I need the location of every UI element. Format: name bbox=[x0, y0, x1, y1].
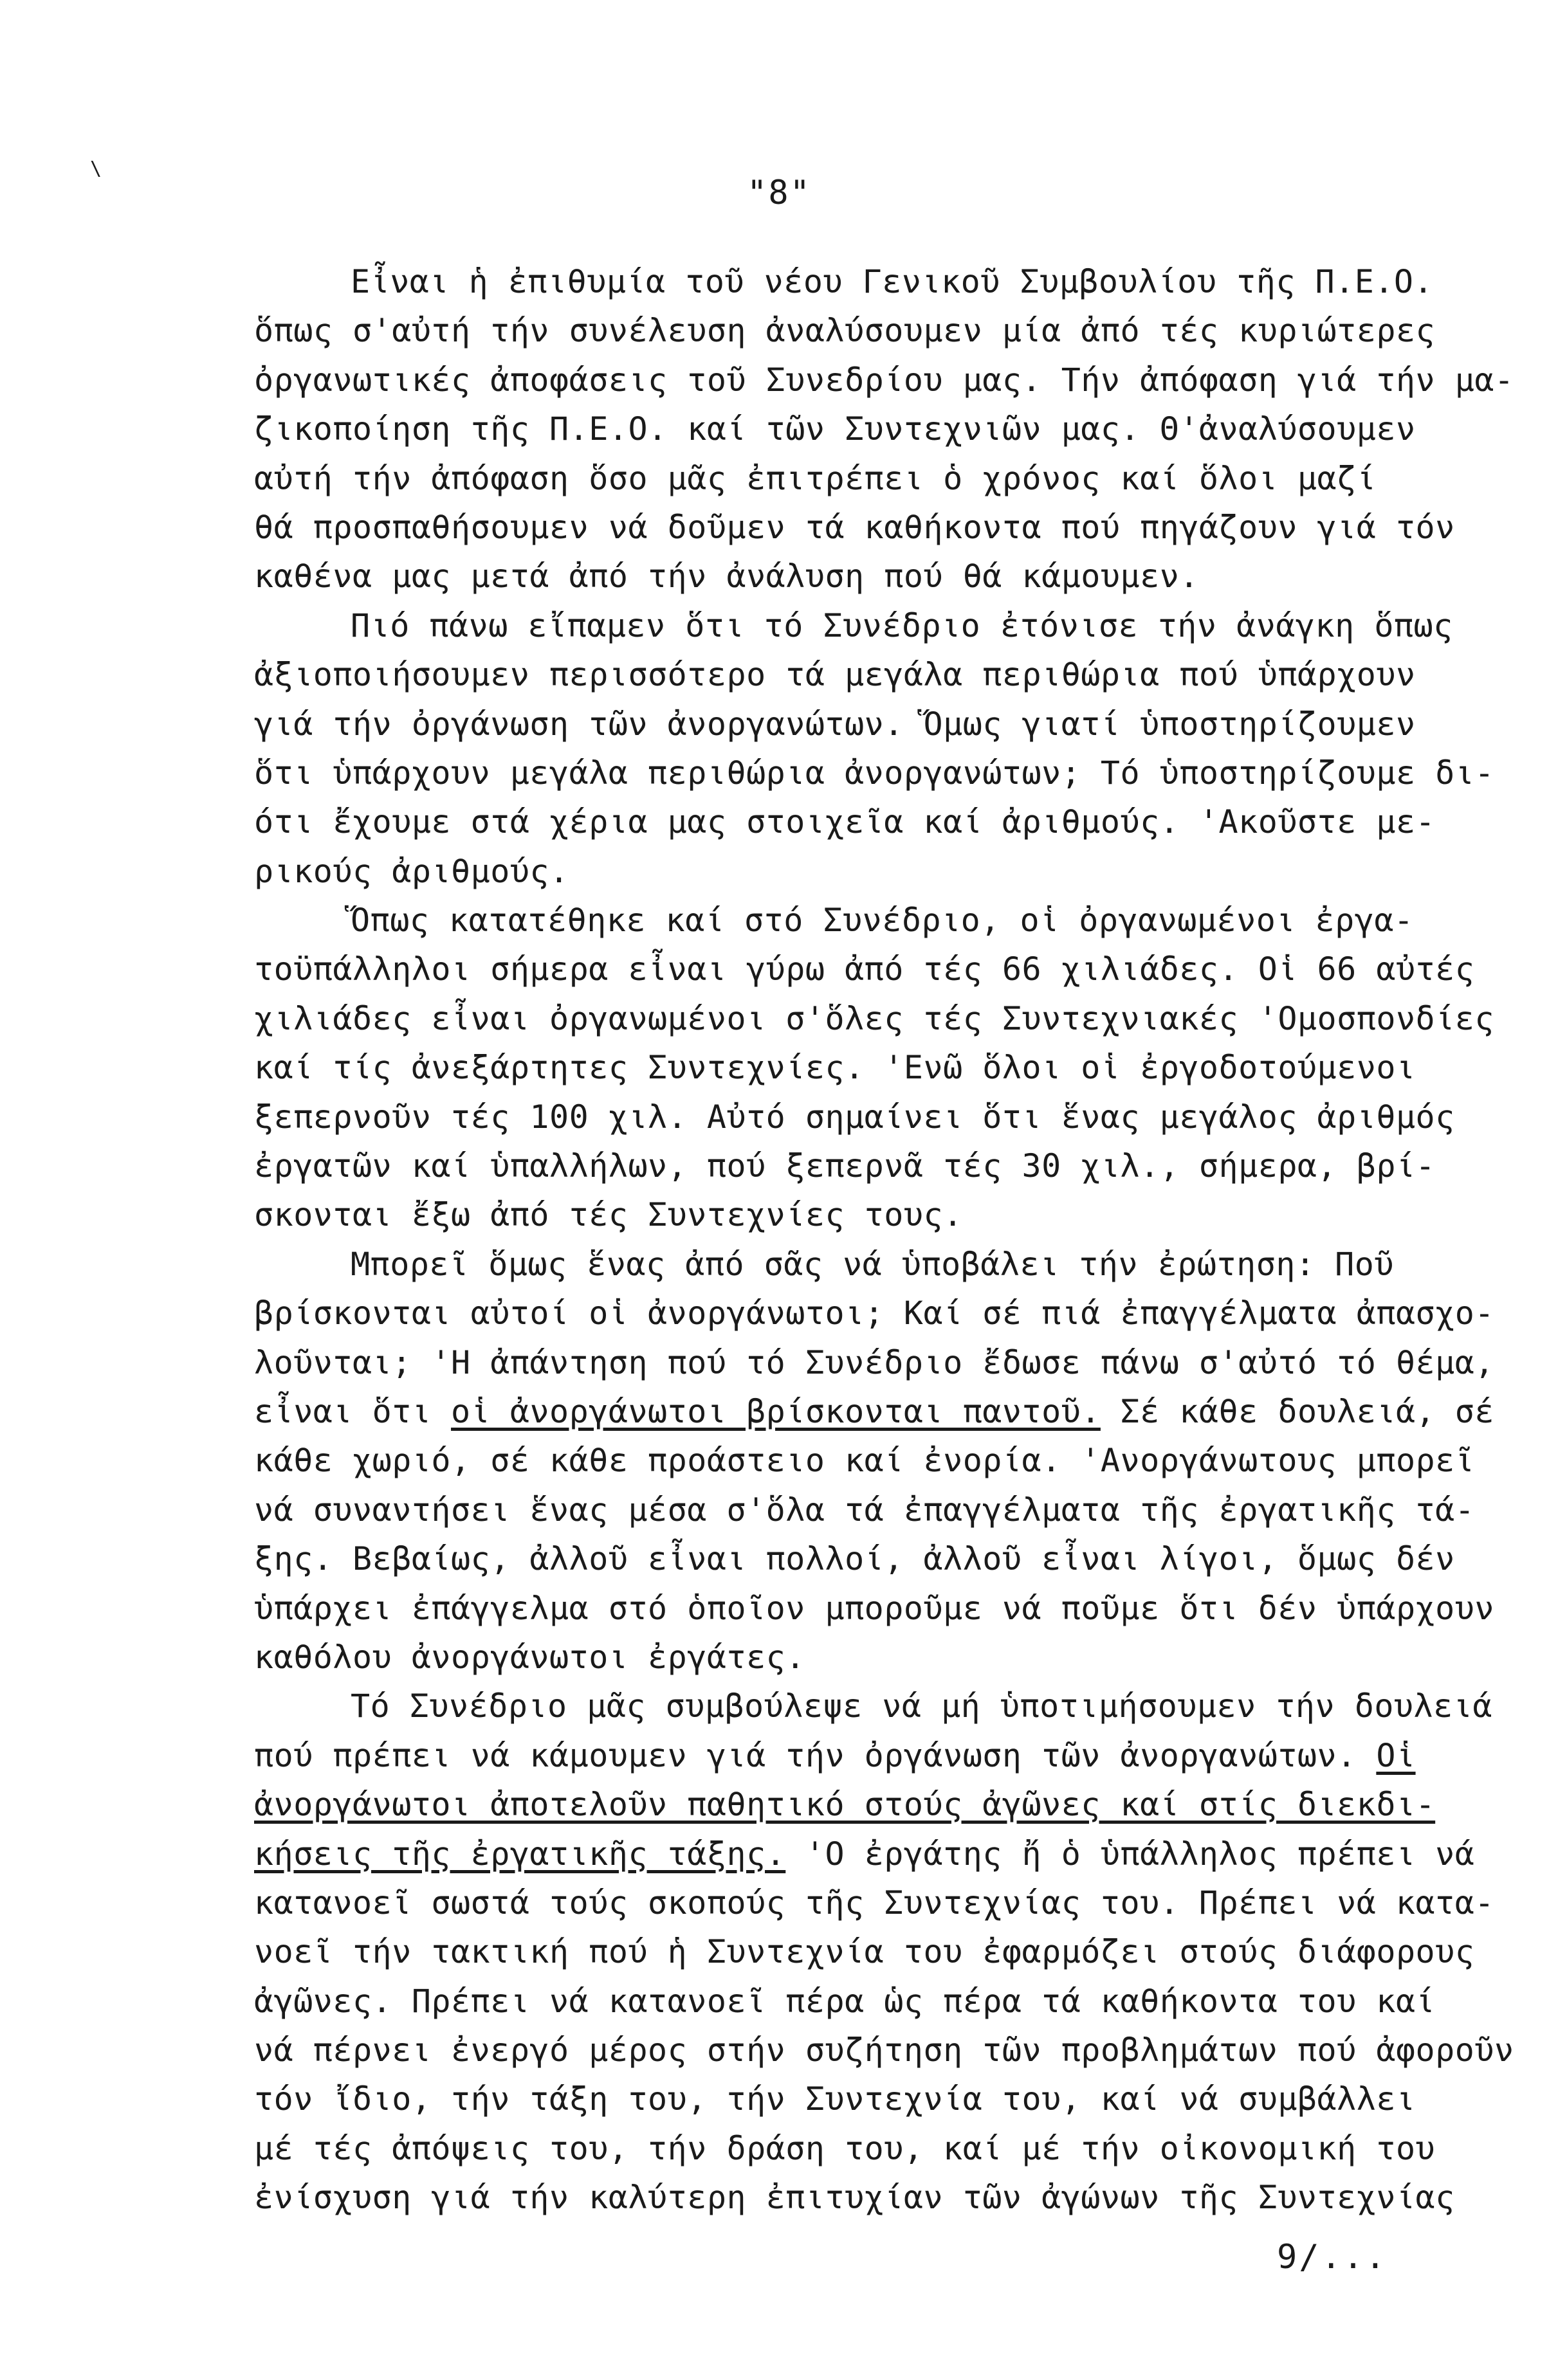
underlined-text: οἱ ἀνοργάνωτοι βρίσκονται παντοῦ. bbox=[451, 1392, 1101, 1430]
text-line: Εἶναι ἡ ἐπιθυμία τοῦ νέου Γενικοῦ Συμβουλίου τῆς Π.Ε.Ο. bbox=[351, 263, 1434, 300]
text-line: αὐτή τήν ἀπόφαση ὅσο μᾶς ἐπιτρέπει ὁ χρόνος καί ὅλοι μαζί bbox=[254, 459, 1377, 497]
text-line: κάθε χωριό, σέ κάθε προάστειο καί ἐνορία. 'Ανοργάνωτους μπορεῖ bbox=[254, 1442, 1475, 1480]
text-line: καθόλου ἀνοργάνωτοι ἐργάτες. bbox=[254, 1638, 805, 1676]
text-line bbox=[254, 1830, 1515, 1878]
text-line bbox=[254, 1780, 1515, 1829]
text-line: βρίσκονται αὐτοί οἱ ἀνοργάνωτοι; Καί σέ πιά ἐπαγγέλματα ἀπασχο- bbox=[254, 1294, 1494, 1332]
text-line: Τό Συνέδριο μᾶς συμβούλεψε νά μή ὑποτιμήσουμεν τήν δουλειά bbox=[351, 1687, 1492, 1725]
text-line: καθένα μας μετά ἀπό τήν ἀνάλυση πού θά κάμουμεν. bbox=[254, 558, 1199, 595]
text-line: ρικούς ἀριθμούς. bbox=[254, 852, 569, 890]
text-line: ότι ἔχουμε στά χέρια μας στοιχεῖα καί ἀριθμούς. 'Ακοῦστε με- bbox=[254, 803, 1436, 841]
text-line: ξης. Βεβαίως, ἀλλοῦ εἶναι πολλοί, ἀλλοῦ εἶναι λίγοι, ὅμως δέν bbox=[254, 1540, 1455, 1578]
text-line: τοϋπάλληλοι σήμερα εἶναι γύρω ἀπό τές 66 χιλιάδες. Οἱ 66 αὐτές bbox=[254, 950, 1475, 988]
text-line: τόν ἴδιο, τήν τάξη του, τήν Συντεχνία του, καί νά συμβάλλει bbox=[254, 2080, 1416, 2118]
text-line: θά προσπαθήσουμεν νά δοῦμεν τά καθήκοντα πού πηγάζουν γιά τόν bbox=[254, 508, 1455, 546]
stray-mark: \ bbox=[90, 158, 102, 180]
text-line: ἀγῶνες. Πρέπει νά κατανοεῖ πέρα ὡς πέρα τά καθήκοντα του καί bbox=[254, 1982, 1436, 2020]
text-line: νά πέρνει ἐνεργό μέρος στήν συζήτηση τῶν προβλημάτων πού ἀφοροῦν bbox=[254, 2031, 1514, 2069]
text-line: ἀξιοποιήσουμεν περισσότερο τά μεγάλα περιθώρια πού ὑπάρχουν bbox=[254, 656, 1416, 694]
underlined-text: ἀνοργάνωτοι ἀποτελοῦν παθητικό στούς ἀγῶνες καί στίς διεκδι- bbox=[254, 1786, 1436, 1824]
text-line: Μπορεῖ ὅμως ἕνας ἀπό σᾶς νά ὑποβάλει τήν ἐρώτηση: Ποῦ bbox=[351, 1245, 1394, 1283]
text-line: σκονται ἔξω ἀπό τές Συντεχνίες τους. bbox=[254, 1196, 963, 1234]
line-segment: 'Ο ἐργάτης ἤ ὁ ὑπάλληλος πρέπει νά bbox=[785, 1835, 1475, 1873]
line-segment: πού πρέπει νά κάμουμεν γιά τήν ὀργάνωση τῶν ἀνοργανώτων. bbox=[254, 1736, 1377, 1774]
page-number: "8" bbox=[747, 174, 811, 212]
text-line: γιά τήν ὀργάνωση τῶν ἀνοργανώτων. Ὅμως γιατί ὑποστηρίζουμεν bbox=[254, 705, 1416, 743]
continuation-marker: 9/... bbox=[1277, 2238, 1388, 2276]
text-line: Ὅπως κατατέθηκε καί στό Συνέδριο, οἱ ὀργανωμένοι ἐργα- bbox=[351, 902, 1414, 940]
text-line bbox=[254, 1731, 1515, 1780]
text-line: ἐνίσχυση γιά τήν καλύτερη ἐπιτυχίαν τῶν ἀγώνων τῆς Συντεχνίας bbox=[254, 2179, 1455, 2217]
body-text bbox=[254, 257, 1515, 2222]
text-line: νοεῖ τήν τακτική πού ἡ Συντεχνία του ἐφαρμόζει στούς διάφορους bbox=[254, 1933, 1475, 1971]
text-line: κατανοεῖ σωστά τούς σκοπούς τῆς Συντεχνίας του. Πρέπει νά κατα- bbox=[254, 1884, 1494, 1921]
text-line: ὀργανωτικές ἀποφάσεις τοῦ Συνεδρίου μας. Τήν ἀπόφαση γιά τήν μα- bbox=[254, 361, 1514, 399]
text-line: ὅτι ὑπάρχουν μεγάλα περιθώρια ἀνοργανώτων; Τό ὑποστηρίζουμε δι- bbox=[254, 754, 1494, 792]
text-line: ὅπως σ'αὐτή τήν συνέλευση ἀναλύσουμεν μία ἀπό τές κυριώτερες bbox=[254, 312, 1436, 350]
line-segment: εἶναι ὅτι bbox=[254, 1392, 452, 1430]
text-line: ἐργατῶν καί ὑπαλλήλων, πού ξεπερνᾶ τές 30 χιλ., σήμερα, βρί- bbox=[254, 1147, 1436, 1185]
text-line bbox=[254, 1387, 1515, 1436]
text-line: νά συναντήσει ἕνας μέσα σ'ὅλα τά ἐπαγγέλματα τῆς ἐργατικῆς τά- bbox=[254, 1491, 1475, 1529]
text-line: ὑπάρχει ἐπάγγελμα στό ὁποῖον μποροῦμε νά ποῦμε ὅτι δέν ὑπάρχουν bbox=[254, 1589, 1494, 1627]
text-line: χιλιάδες εἶναι ὀργανωμένοι σ'ὅλες τές Συντεχνιακές 'Ομοσπονδίες bbox=[254, 999, 1494, 1037]
text-line: ζικοποίηση τῆς Π.Ε.Ο. καί τῶν Συντεχνιῶν μας. Θ'ἀναλύσουμεν bbox=[254, 410, 1416, 448]
text-line: καί τίς ἀνεξάρτητες Συντεχνίες. 'Ενῶ ὅλοι οἱ ἐργοδοτούμενοι bbox=[254, 1049, 1416, 1087]
underlined-text: Οἱ bbox=[1376, 1736, 1416, 1774]
text-line: Πιό πάνω εἴπαμεν ὅτι τό Συνέδριο ἐτόνισε τήν ἀνάγκη ὅπως bbox=[351, 606, 1453, 644]
text-line: ξεπερνοῦν τές 100 χιλ. Αὐτό σημαίνει ὅτι ἕνας μεγάλος ἀριθμός bbox=[254, 1098, 1455, 1136]
text-line: μέ τές ἀπόψεις του, τήν δράση του, καί μέ τήν οἰκονομική του bbox=[254, 2129, 1436, 2167]
text-line: λοῦνται; 'Η ἀπάντηση πού τό Συνέδριο ἔδωσε πάνω σ'αὐτό τό θέμα, bbox=[254, 1343, 1494, 1381]
line-segment: Σέ κάθε δουλειά, σέ bbox=[1100, 1392, 1494, 1430]
underlined-text: κήσεις τῆς ἐργατικῆς τάξης. bbox=[254, 1835, 786, 1873]
